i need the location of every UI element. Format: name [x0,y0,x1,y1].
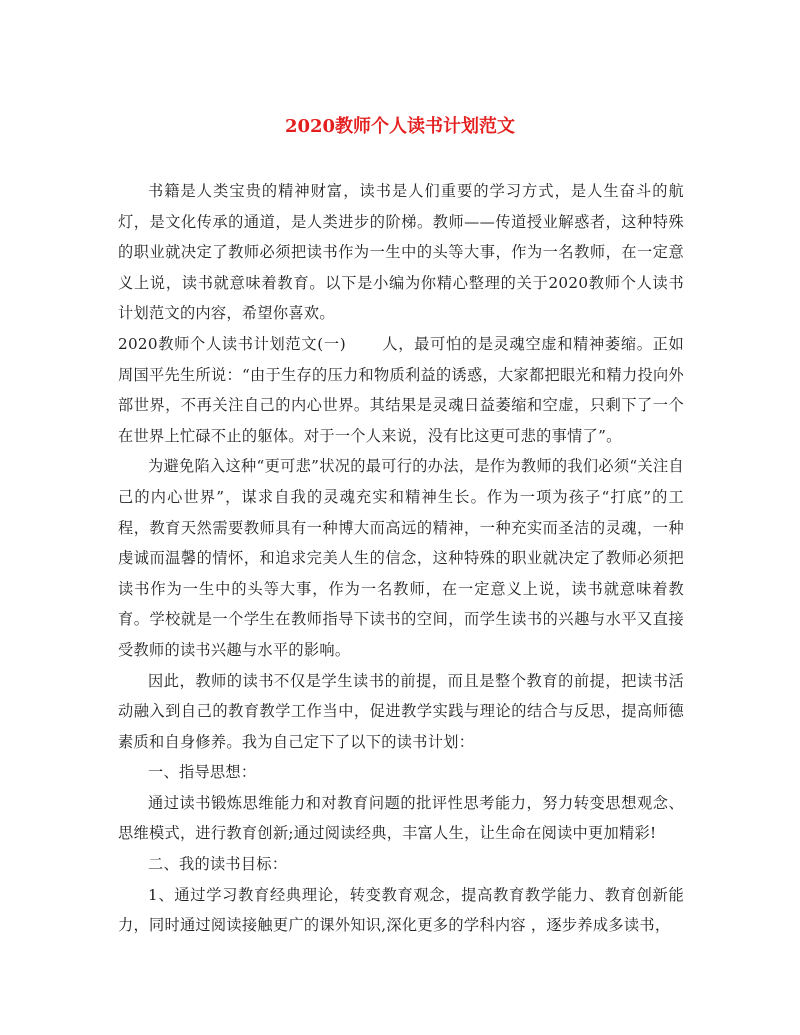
document-body [118,176,684,941]
heading-guiding-thought: 一、指导思想： [148,763,257,782]
section-1-heading: 2020教师个人读书计划范文(一) [118,334,346,353]
paragraph-3: 因此，教师的读书不仅是学生读书的前提，而且是整个教育的前提，把读书活动融入到自己的教育教学工作当中，促进教学实践与理论的结合与反思，提高师德素质和自身修养。我为自己定下了以下的读书计划： [118,671,684,751]
section-1-text: 人，最可怕的是灵魂空虚和精神萎缩。正如周国平先生所说：“由于生存的压力和物质利益的诱惑，大家都把眼光和精力投向外部世界，不再关注自己的内心世界。其结果是灵魂日益萎缩和空虚，只剩下了一个在世界上忙碌不止的躯体。对于一个人来说，没有比这更可悲的事情了”。 [118,334,685,445]
document-title: 2020教师个人读书计划范文 [284,116,516,137]
intro-paragraph: 书籍是人类宝贵的精神财富，读书是人们重要的学习方式，是人生奋斗的航灯，是文化传承的通道，是人类进步的阶梯。教师——传道授业解惑者，这种特殊的职业就决定了教师必须把读书作为一生中的头等大事，作为一名教师，在一定意义上说，读书就意味着教育。以下是小编为你精心整理的关于2020教师个人读书计划范文的内容，希望你喜欢。 [118,182,684,323]
paragraph-4: 通过读书锻炼思维能力和对教育问题的批评性思考能力，努力转变思想观念、思维模式，进行教育创新;通过阅读经典，丰富人生，让生命在阅读中更加精彩! [118,793,684,843]
paragraph-5: 1、通过学习教育经典理论，转变教育观念，提高教育教学能力、教育创新能力，同时通过阅读接触更广的课外知识,深化更多的学科内容 ，逐步养成多读书， [118,885,684,935]
section-1-paragraph [118,329,684,451]
paragraph-2: 为避免陷入这种“更可悲”状况的最可行的办法，是作为教师的我们必须“关注自己的内心世界”，谋求自我的灵魂充实和精神生长。作为一项为孩子“打底”的工程，教育天然需要教师具有一种博大而高远的精神，一种充实而圣洁的灵魂，一种虔诚而温馨的情怀，和追求完美人生的信念，这种特殊的职业就决定了教师必须把读书作为一生中的头等大事，作为一名教师，在一定意义上说，读书就意味着教育。学校就是一个学生在教师指导下读书的空间，而学生读书的兴趣与水平又直接受教师的读书兴趣与水平的影响。 [118,457,684,659]
heading-reading-goals: 二、我的读书目标： [148,855,288,874]
